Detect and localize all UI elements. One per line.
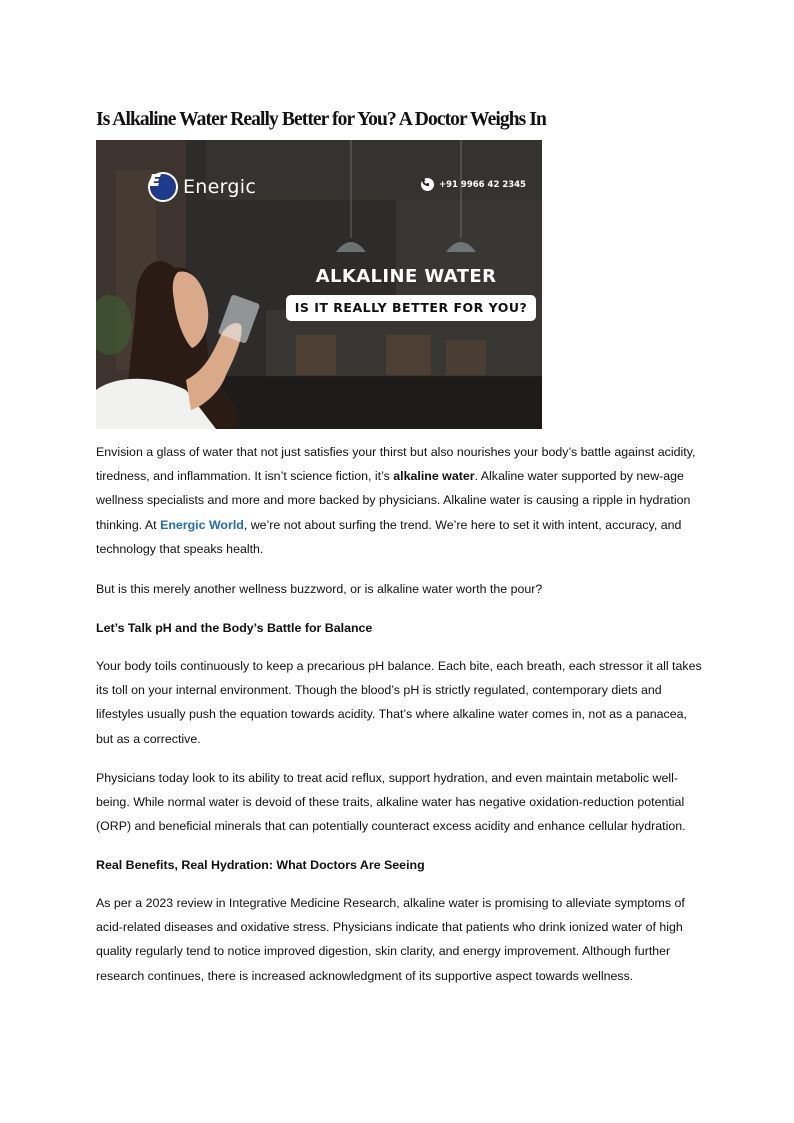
brand-name: Energic [183, 176, 257, 198]
hero-brand [148, 172, 256, 202]
section-heading-ph: Let’s Talk pH and the Body’s Battle for Balance [96, 621, 373, 635]
energic-world-link[interactable]: Energic World [160, 517, 244, 532]
intro-text-b: . Alkaline water supported by new-age wellness specialists and more and more backed by physicians. Alkaline water is causing a ripple in hydration thinking. At [96, 469, 691, 532]
intro-text-a: Envision a glass of water that not just satisfies your thirst but also nourishes your body’s battle against acidity, tiredness, and inflammation. It isn’t science fiction, it’s [96, 445, 696, 484]
section-benefits-paragraph: As per a 2023 review in Integrative Medicine Research, alkaline water is promising to alleviate symptoms of acid-related diseases and oxidative stress. Physicians indicate that patients who drink ionized water of high quality regularly tend to notice improved digestion, skin clarity, and energy improvement. Although further research continues, there is increased acknowledgment of its supportive aspect towards wellness. [96, 896, 685, 983]
intro-question: But is this merely another wellness buzzword, or is alkaline water worth the pour? [96, 582, 543, 596]
phone-number: +91 9966 42 2345 [439, 179, 526, 190]
section-ph-paragraph-1: Your body toils continuously to keep a precarious pH balance. Each bite, each breath, each stressor it all takes its toll on your internal environment. Though the blood’s pH is strictly regulated, contemporary diets and lifestyles usually push the equation towards acidity. That’s where alkaline water comes in, not as a panacea, but as a corrective. [96, 659, 702, 746]
intro-text-c: , we’re not about surfing the trend. We’re here to set it with intent, accuracy, and technology that speaks health. [96, 517, 682, 556]
section-ph-paragraph-2: Physicians today look to its ability to treat acid reflux, support hydration, and even maintain metabolic well-being. While normal water is devoid of these traits, alkaline water has negative oxidation-reduction potential (ORP) and beneficial minerals that can potentially counteract excess acidity and enhance cellular hydration. [96, 771, 686, 834]
intro-bold-term: alkaline water [393, 469, 475, 484]
phone-icon [421, 178, 434, 191]
hero-phone [421, 178, 526, 191]
energic-logo-icon [148, 172, 178, 202]
article-title: Is Alkaline Water Really Better for You? A Doctor Weighs In [96, 109, 546, 130]
section-heading-benefits: Real Benefits, Real Hydration: What Doctors Are Seeing [96, 858, 425, 872]
hero-banner-image [96, 140, 542, 429]
intro-paragraph [96, 440, 706, 561]
hero-subheadline: IS IT REALLY BETTER FOR YOU? [286, 295, 536, 321]
hero-headline: ALKALINE WATER [315, 266, 497, 287]
